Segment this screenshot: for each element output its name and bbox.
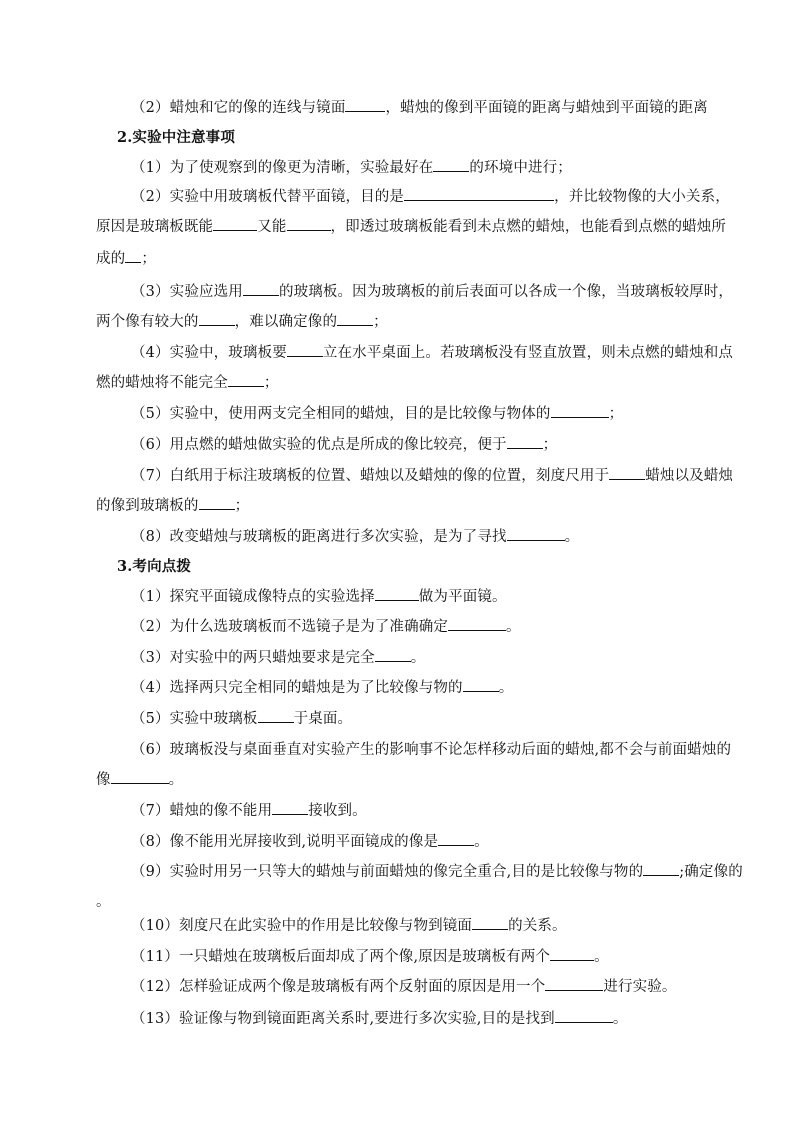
question-line (131, 801, 367, 821)
answer-blank (609, 466, 645, 480)
question-line (131, 98, 708, 118)
question-line (131, 435, 557, 455)
line-text: 的环境中进行； (469, 160, 572, 176)
line-text: （6）玻璃板没与桌面垂直对实验产生的影响事不论怎样移动后面的蜡烛,都不会与前面蜡烛的 (131, 742, 732, 758)
answer-blank (258, 709, 294, 723)
question-line (96, 312, 388, 332)
answer-blank (199, 312, 235, 326)
question-line (131, 187, 730, 207)
answer-blank (433, 158, 469, 172)
line-text: ，蜡烛的像到平面镜的距离与蜡烛到平面镜的距离 (385, 100, 708, 116)
line-text: ； (234, 498, 250, 514)
answer-blank (287, 343, 323, 357)
answer-blank (643, 862, 679, 876)
line-text: 接收到。 (308, 803, 367, 819)
line-text: 。 (564, 529, 580, 545)
line-text: ； (542, 437, 558, 453)
answer-blank (438, 832, 474, 846)
answer-blank (463, 678, 499, 692)
question-line (131, 648, 425, 668)
line-text: （7）蜡烛的像不能用 (131, 803, 273, 819)
line-text: 进行实验。 (603, 979, 677, 995)
answer-blank (472, 916, 508, 930)
line-text: （3）对实验中的两只蜡烛要求是完全 (131, 650, 375, 666)
line-text: 又能 (257, 219, 287, 235)
question-line (131, 466, 733, 486)
line-text: ，并比较物像的大小关系， (554, 189, 730, 205)
line-text: （1）为了使观察到的像更为清晰，实验最好在 (131, 160, 434, 176)
line-text: （10）刻度尺在此实验中的作用是比较像与物到镜面 (131, 918, 473, 934)
answer-blank (550, 947, 594, 961)
answer-blank (404, 187, 554, 201)
line-text: （5）实验中玻璃板 (131, 711, 258, 727)
line-text: 像 (96, 772, 111, 788)
line-text: 两个像有较大的 (96, 314, 199, 330)
question-line (131, 587, 507, 607)
line-text: （8）像不能用光屏接收到,说明平面镜成的像是 (131, 834, 439, 850)
line-text: （6）用点燃的蜡烛做实验的优点是所成的像比较亮，便于 (131, 437, 507, 453)
line-text: 的像到玻璃板的 (96, 498, 199, 514)
line-text: 的关系。 (508, 918, 567, 934)
line-text: 于桌面。 (293, 711, 353, 727)
question-line (96, 892, 111, 912)
line-text: （4）实验中，玻璃板要 (131, 345, 287, 361)
line-text: （5）实验中，使用两支完全相同的蜡烛，目的是比较像与物体的 (131, 406, 551, 422)
line-text: 立在水平桌面上。若玻璃板没有竖直放置，则未点燃的蜡烛和点 (322, 345, 734, 361)
answer-blank (213, 217, 257, 231)
line-text: 。 (506, 619, 521, 635)
line-text: （2）实验中用玻璃板代替平面镜，目的是 (131, 189, 405, 205)
line-text: （8）改变蜡烛与玻璃板的距离进行多次实验，是为了寻找 (131, 529, 507, 545)
line-text: ;确定像的 (679, 864, 743, 880)
question-line (131, 617, 521, 637)
answer-blank (545, 977, 603, 991)
line-text: 。 (410, 650, 426, 666)
question-line (131, 282, 733, 302)
section-heading: 2.实验中注意事项 (117, 129, 235, 146)
line-text: 燃的蜡烛将不能完全 (96, 375, 228, 391)
question-line (131, 343, 733, 363)
question-line (131, 1009, 627, 1029)
answer-blank (111, 770, 169, 784)
line-text: ，难以确定像的 (234, 314, 338, 330)
question-line (131, 947, 609, 967)
line-text: （3）实验应选用 (131, 284, 243, 300)
question-line (131, 862, 743, 882)
line-text: ； (141, 251, 156, 267)
line-text: 。 (612, 1011, 628, 1027)
line-text: （7）白纸用于标注玻璃板的位置、蜡烛以及蜡烛的像的位置，刻度尺用于 (131, 468, 610, 484)
question-line (131, 832, 489, 852)
question-line (96, 496, 249, 516)
answer-blank (507, 435, 543, 449)
line-text: 。 (474, 834, 489, 850)
answer-blank (287, 217, 331, 231)
line-text: 的玻璃板。因为玻璃板的前后表面可以各成一个像，当玻璃板较厚时， (278, 284, 734, 300)
line-text: 。 (168, 772, 184, 788)
line-text: 。 (594, 949, 609, 965)
question-line (131, 740, 731, 760)
question-line (131, 404, 623, 424)
answer-blank (345, 98, 385, 112)
answer-blank (243, 282, 279, 296)
question-line (131, 709, 352, 729)
line-text: （11）一只蜡烛在玻璃板后面却成了两个像,原因是玻璃板有两个 (131, 949, 551, 965)
question-line (131, 527, 579, 547)
line-text: 蜡烛以及蜡烛 (645, 468, 734, 484)
line-text: ，即透过玻璃板能看到未点燃的蜡烛，也能看到点燃的蜡烛所 (330, 219, 727, 235)
answer-blank (228, 373, 264, 387)
line-text: 成的 (96, 251, 126, 267)
line-text: 。 (498, 680, 514, 696)
answer-blank (272, 801, 308, 815)
line-text: ； (263, 375, 279, 391)
line-text: （2）为什么选玻璃板而不选镜子是为了准确确定 (131, 619, 449, 635)
line-text: （12）怎样验证成两个像是玻璃板有两个反射面的原因是用一个 (131, 979, 546, 995)
answer-blank (337, 312, 373, 326)
line-text: （4）选择两只完全相同的蜡烛是为了比较像与物的 (131, 680, 463, 696)
question-line (131, 916, 567, 936)
question-line (96, 217, 726, 237)
answer-blank (448, 617, 506, 631)
line-text: 。 (96, 894, 111, 910)
answer-blank (507, 527, 565, 541)
line-text: （2）蜡烛和它的像的连线与镜面 (131, 100, 346, 116)
line-text: ； (373, 314, 388, 330)
section-heading: 3.考向点拨 (117, 558, 192, 575)
line-text: 原因是玻璃板既能 (96, 219, 214, 235)
answer-blank (551, 404, 609, 418)
line-text: （1）探究平面镜成像特点的实验选择 (131, 589, 375, 605)
question-line (96, 770, 183, 790)
question-line (131, 678, 513, 698)
answer-blank (125, 249, 141, 263)
question-line (131, 158, 572, 178)
question-line (96, 249, 156, 269)
line-text: （13）验证像与物到镜面距离关系时,要进行多次实验,目的是找到 (131, 1011, 555, 1027)
answer-blank (375, 587, 419, 601)
answer-blank (555, 1009, 613, 1023)
answer-blank (375, 648, 411, 662)
question-line (96, 373, 279, 393)
answer-blank (199, 496, 235, 510)
line-text: ； (608, 406, 624, 422)
line-text: （9）实验时用另一只等大的蜡烛与前面蜡烛的像完全重合,目的是比较像与物的 (131, 864, 644, 880)
line-text: 做为平面镜。 (418, 589, 507, 605)
question-line (131, 977, 677, 997)
